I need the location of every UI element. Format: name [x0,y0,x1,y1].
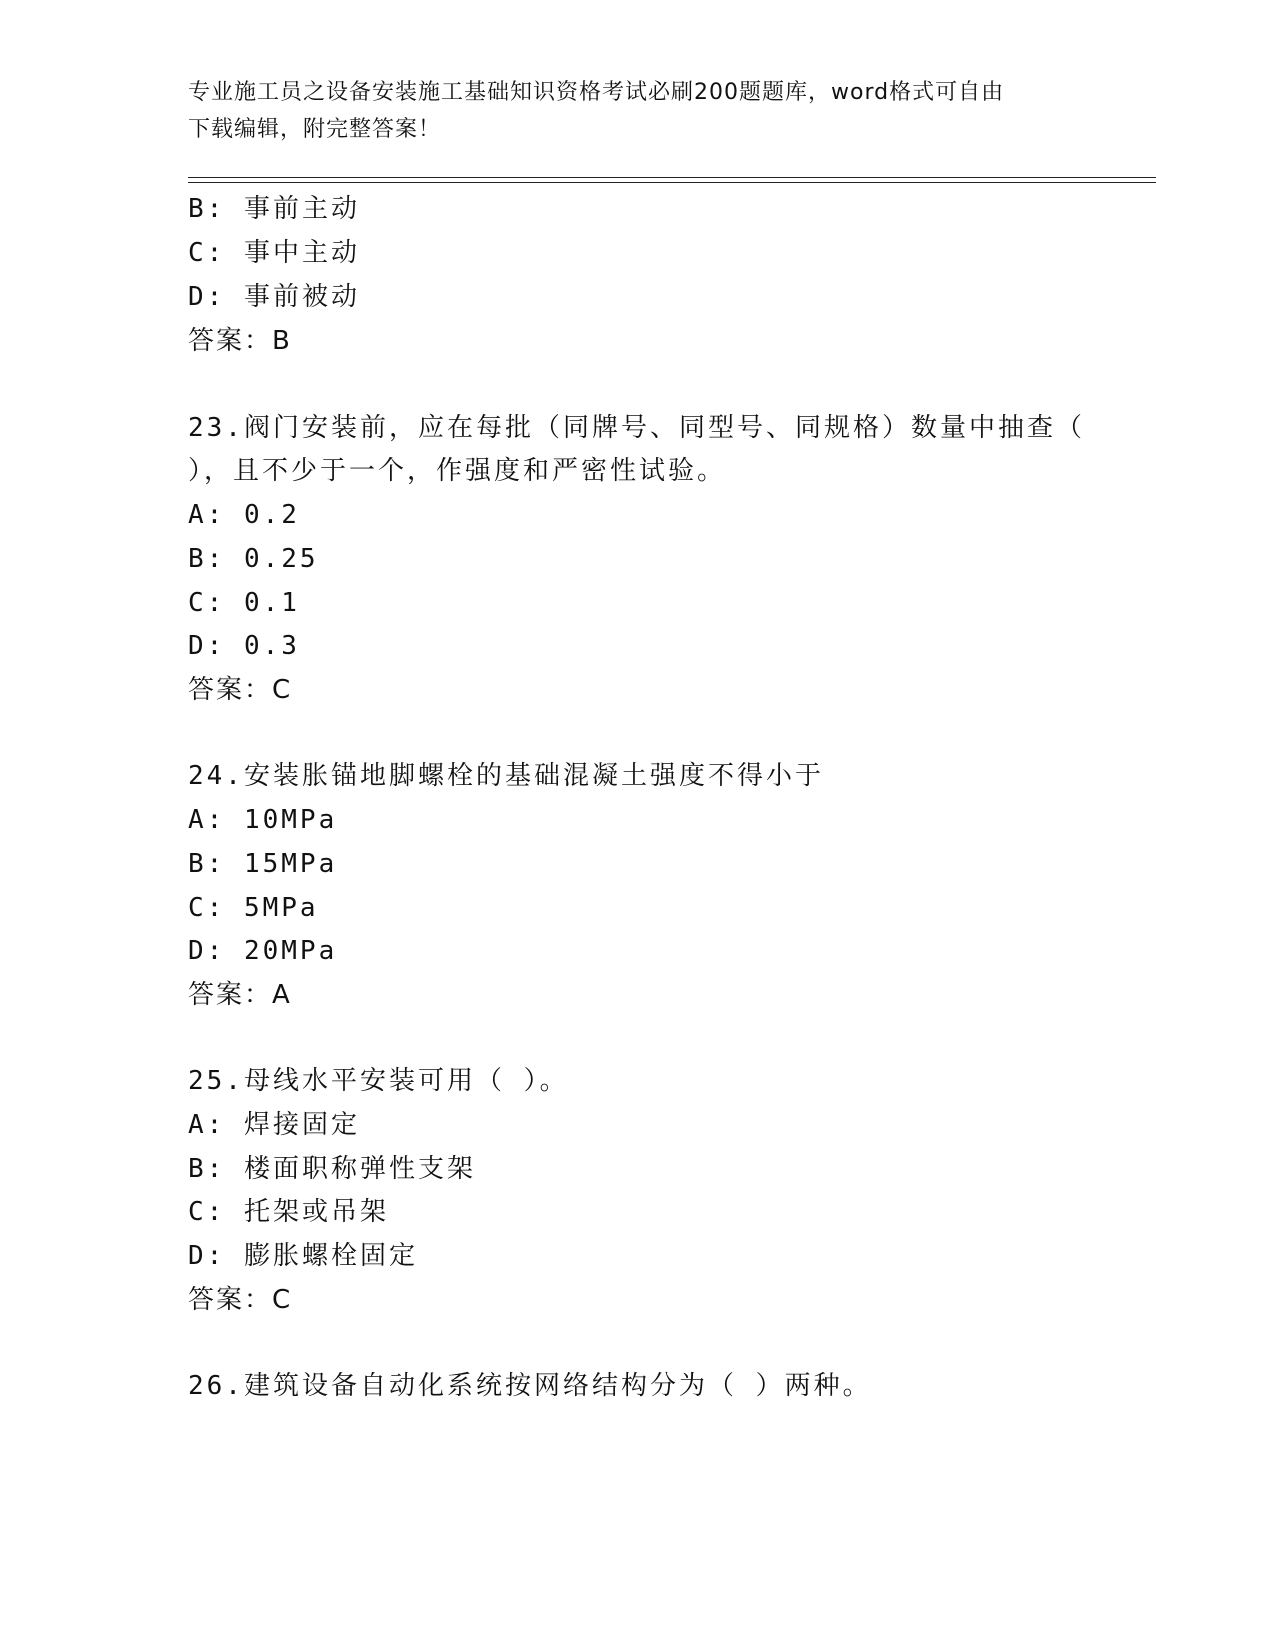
q24-option-d: D: 20MPa [188,936,338,966]
q24-answer: 答案：A [188,980,292,1010]
q23-answer: 答案：C [188,675,293,705]
q24-question: 24.安装胀锚地脚螺栓的基础混凝土强度不得小于 [188,761,824,791]
q25-option-b: B: 楼面职称弹性支架 [188,1154,476,1184]
header-line-1: 专业施工员之设备安装施工基础知识资格考试必刷200题题库，word格式可自由 [188,80,1005,105]
q25-option-c: C: 托架或吊架 [188,1197,389,1227]
q23-option-a: A: 0.2 [188,500,300,530]
q23-question-line-2: ），且不少于一个，作强度和严密性试验。 [188,456,727,486]
q24-option-a: A: 10MPa [188,805,338,835]
q23-option-c: C: 0.1 [188,588,300,618]
header-line-2: 下载编辑，附完整答案！ [188,117,442,142]
q24-option-c: C: 5MPa [188,893,319,923]
header-divider-bottom [188,182,1156,183]
q22-option-b: B: 事前主动 [188,194,360,224]
q22-option-c: C: 事中主动 [188,238,360,268]
q22-option-d: D: 事前被动 [188,282,360,312]
q25-question: 25.母线水平安装可用（ ）。 [188,1066,569,1096]
q23-option-b: B: 0.25 [188,544,319,574]
header-divider-top [188,177,1156,178]
q23-question-line-1: 23.阀门安装前，应在每批（同牌号、同型号、同规格）数量中抽查（ [188,413,1085,443]
q24-option-b: B: 15MPa [188,849,338,879]
q22-answer: 答案：B [188,326,292,356]
q25-option-d: D: 膨胀螺栓固定 [188,1241,418,1271]
q25-option-a: A: 焊接固定 [188,1110,360,1140]
q25-answer: 答案：C [188,1285,293,1315]
q23-option-d: D: 0.3 [188,631,300,661]
q26-question: 26.建筑设备自动化系统按网络结构分为（ ）两种。 [188,1371,872,1401]
document-header [188,74,1068,148]
